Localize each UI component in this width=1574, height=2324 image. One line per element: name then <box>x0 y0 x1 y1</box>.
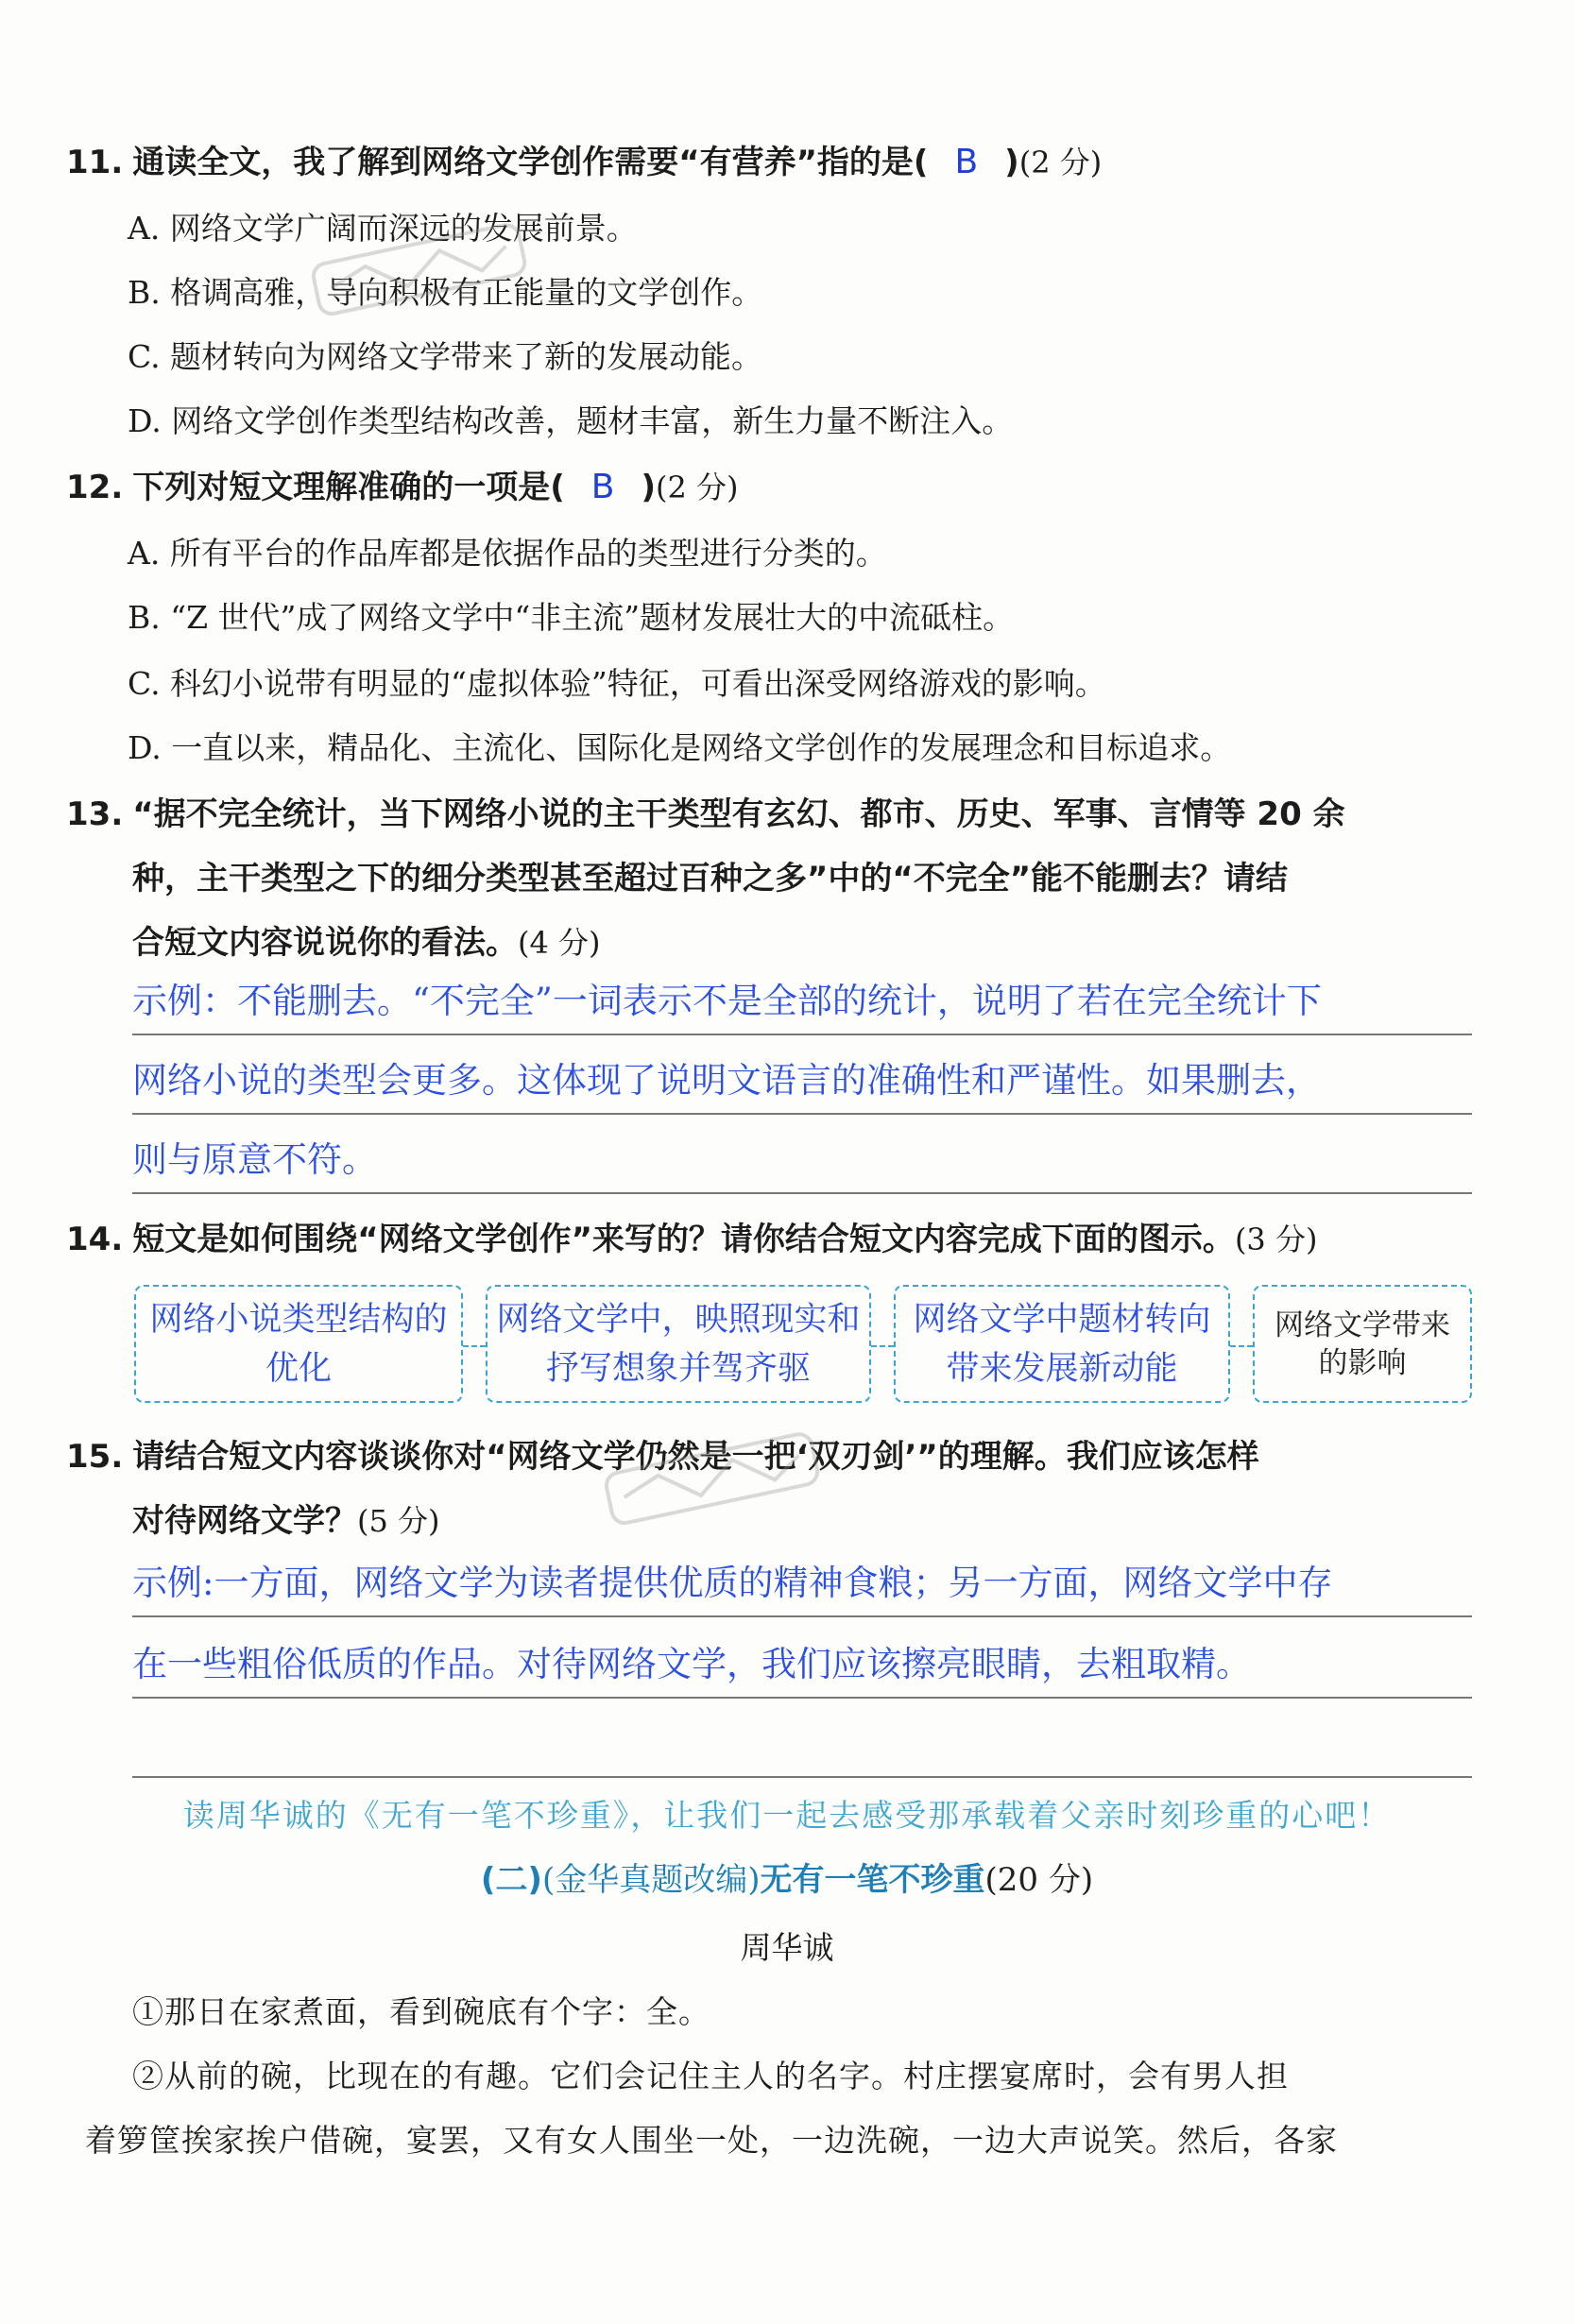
question-score: (2 分) <box>1018 145 1103 180</box>
section-divider <box>132 1776 1472 1778</box>
question-stem-close: ) <box>1004 144 1019 181</box>
section-score: (20 分) <box>984 1861 1094 1899</box>
question-13 <box>66 795 1480 833</box>
answer-mark: B <box>954 143 979 181</box>
answer-line-1: 示例：不能删去。“不完全”一词表示不是全部的统计，说明了若在完全统计下 <box>132 975 1472 1035</box>
question-number: 13. <box>66 795 124 833</box>
option-c: C. 科幻小说带有明显的“虚拟体验”特征，可看出深受网络游戏的影响。 <box>128 665 1106 702</box>
question-number: 11. <box>66 144 124 181</box>
section-title: 无有一笔不珍重 <box>760 1861 985 1899</box>
section-number: (二) <box>480 1861 542 1899</box>
option-b: B. “Z 世代”成了网络文学中“非主流”题材发展壮大的中流砥柱。 <box>128 599 1015 636</box>
question-stem: 短文是如何围绕“网络文学创作”来写的？请你结合短文内容完成下面的图示。 <box>132 1221 1235 1258</box>
paragraph-2-line2: 着箩筐挨家挨户借碗，宴罢，又有女人围坐一处，一边洗碗，一边大声说笑。然后，各家 <box>85 2122 1338 2159</box>
question-stem-line2 <box>132 1502 440 1540</box>
diagram-box-1: 网络小说类型结构的优化 <box>134 1285 463 1403</box>
option-a: A. 所有平台的作品库都是依据作品的类型进行分类的。 <box>128 535 887 572</box>
diagram-connector <box>1230 1345 1253 1347</box>
diagram-box-4: 网络文学带来的影响 <box>1253 1285 1472 1403</box>
diagram-box-2: 网络文学中，映照现实和抒写想象并驾齐驱 <box>486 1285 871 1403</box>
option-d: D. 一直以来，精品化、主流化、国际化是网络文学创作的发展理念和目标追求。 <box>128 729 1232 766</box>
question-stem-text: 对待网络文学？ <box>132 1502 357 1540</box>
question-stem-line3 <box>132 924 601 962</box>
option-b: B. 格调高雅，导向积极有正能量的文学创作。 <box>128 274 763 311</box>
question-number: 12. <box>66 469 124 506</box>
question-number: 15. <box>66 1438 124 1476</box>
question-stem-close: ) <box>641 469 657 506</box>
question-14 <box>66 1221 1480 1258</box>
diagram-box-3: 网络文学中题材转向带来发展新动能 <box>894 1285 1230 1403</box>
paragraph-1: ①那日在家煮面，看到碗底有个字：全。 <box>132 1993 710 2030</box>
section-source: (金华真题改编) <box>541 1861 761 1899</box>
question-score: (2 分) <box>656 470 739 505</box>
question-12 <box>66 469 1480 506</box>
diagram-connector <box>463 1345 486 1347</box>
answer-line-2: 网络小说的类型会更多。这体现了说明文语言的准确性和严谨性。如果删去， <box>132 1054 1472 1115</box>
reading-intro: 读周华诚的《无有一笔不珍重》，让我们一起去感受那承载着父亲时刻珍重的心吧！ <box>182 1797 1392 1834</box>
paragraph-2-line1: ②从前的碗，比现在的有趣。它们会记住主人的名字。村庄摆宴席时，会有男人担 <box>132 2058 1289 2094</box>
section-heading <box>0 1859 1574 1901</box>
diagram-connector <box>871 1345 894 1347</box>
question-stem: 下列对短文理解准确的一项是( <box>132 469 565 506</box>
question-11 <box>66 144 1480 181</box>
question-stem-line1: “据不完全统计，当下网络小说的主干类型有玄幻、都市、历史、军事、言情等 20 余 <box>132 795 1345 833</box>
question-stem-line1: 请结合短文内容谈谈你对“网络文学仍然是一把‘双刃剑’”的理解。我们应该怎样 <box>132 1438 1259 1476</box>
question-stem: 通读全文，我了解到网络文学创作需要“有营养”指的是( <box>132 144 929 181</box>
answer-mark: B <box>590 468 615 506</box>
question-score: (4 分) <box>518 925 601 961</box>
question-number: 14. <box>66 1221 124 1258</box>
question-stem-line2: 种，主干类型之下的细分类型甚至超过百种之多”中的“不完全”能不能删去？请结 <box>132 860 1289 897</box>
option-d: D. 网络文学创作类型结构改善，题材丰富，新生力量不断注入。 <box>128 402 1014 439</box>
option-c: C. 题材转向为网络文学带来了新的发展动能。 <box>128 338 763 375</box>
answer-line-2: 在一些粗俗低质的作品。对待网络文学，我们应该擦亮眼睛，去粗取精。 <box>132 1638 1472 1699</box>
answer-line-1: 示例:一方面，网络文学为读者提供优质的精神食粮；另一方面，网络文学中存 <box>132 1557 1472 1617</box>
question-stem-text: 合短文内容说说你的看法。 <box>132 924 518 962</box>
question-score: (3 分) <box>1234 1222 1318 1257</box>
question-score: (5 分) <box>357 1503 440 1539</box>
article-author: 周华诚 <box>740 1929 834 1966</box>
option-a: A. 网络文学广阔而深远的发展前景。 <box>128 210 638 247</box>
answer-line-3: 则与原意不符。 <box>132 1134 1472 1194</box>
